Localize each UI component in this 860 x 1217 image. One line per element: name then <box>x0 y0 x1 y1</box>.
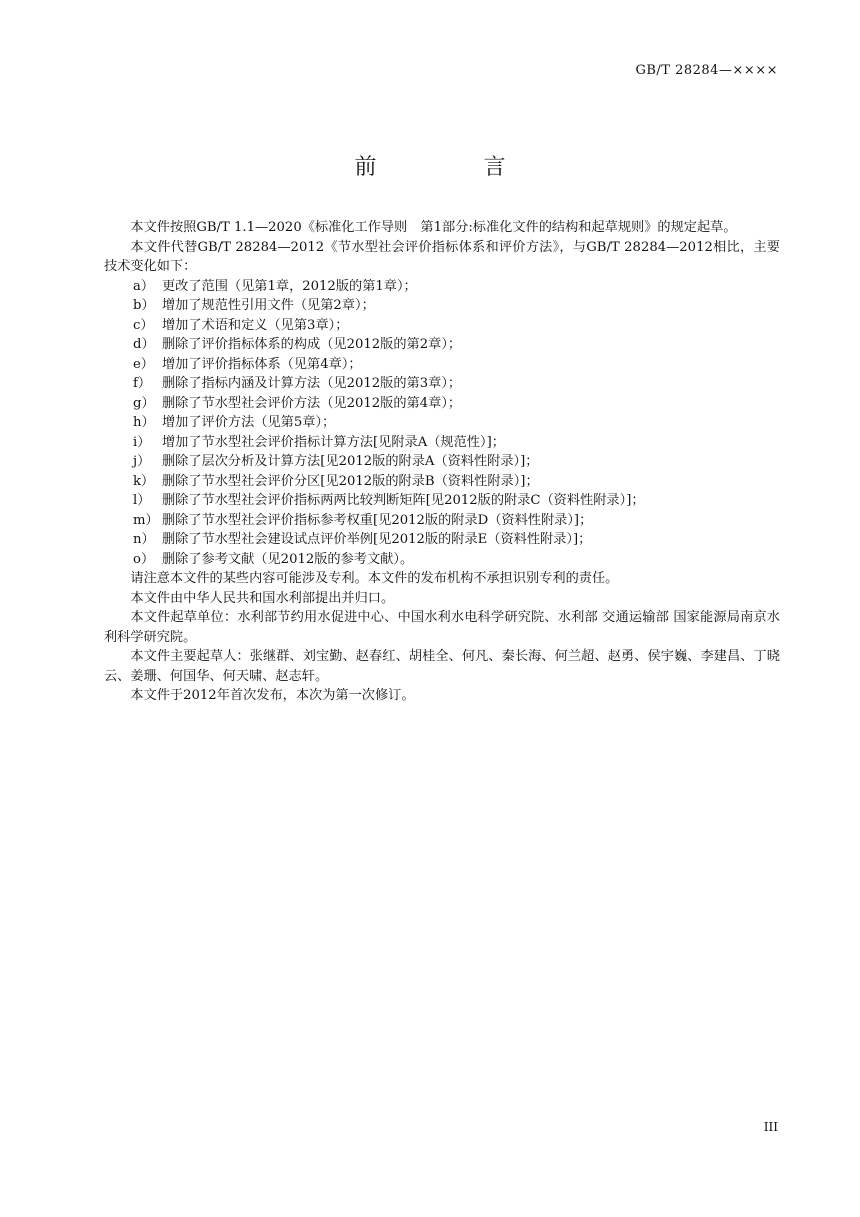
list-marker: k） <box>133 473 155 489</box>
list-marker: j） <box>133 454 151 469</box>
list-item-text: 删除了节水型社会评价指标参考权重[见2012版的附录D（资料性附录）]； <box>162 512 593 528</box>
list-item-text: 删除了层次分析及计算方法[见2012版的附录A（资料性附录）]； <box>162 454 539 469</box>
list-item <box>104 335 780 355</box>
technical-changes-list <box>104 277 780 570</box>
list-item <box>104 277 780 297</box>
paragraph-drafting-units: 本文件起草单位：水利部节约用水促进中心、中国水利水电科学研究院、水利部 交通运输部 国家能源局南京水利科学研究院。 <box>104 610 780 645</box>
list-item-text: 删除了节水型社会评价指标两两比较判断矩阵[见2012版的附录C（资料性附录）]； <box>162 493 645 508</box>
foreword-body <box>104 218 780 706</box>
list-item <box>104 433 780 453</box>
list-item <box>104 491 780 511</box>
list-item-text: 增加了节水型社会评价指标计算方法[见附录A（规范性）]； <box>162 434 505 450</box>
list-marker: n） <box>133 532 155 547</box>
list-item <box>104 452 780 472</box>
list-item <box>104 394 780 414</box>
list-item-text: 删除了参考文献（见2012版的参考文献）。 <box>162 551 414 567</box>
list-marker: f） <box>133 376 152 391</box>
paragraph-drafters: 本文件主要起草人：张继群、刘宝勤、赵春红、胡桂全、何凡、秦长海、何兰超、赵勇、侯宇巍、李建昌、丁晓云、姜珊、何国华、何天啸、赵志轩。 <box>104 649 780 684</box>
paragraph-replacement: 本文件代替GB/T 28284—2012《节水型社会评价指标体系和评价方法》，与GB/T 28284—2012相比，主要技术变化如下： <box>104 239 780 274</box>
list-item <box>104 355 780 375</box>
list-item-text: 增加了术语和定义（见第3章）； <box>162 317 349 333</box>
list-item-text: 增加了评价方法（见第5章）； <box>162 415 336 430</box>
list-marker: i） <box>133 434 151 450</box>
list-item-text: 删除了节水型社会建设试点评价举例[见2012版的附录E（资料性附录）]； <box>162 532 592 547</box>
list-item-text: 增加了评价指标体系（见第4章）； <box>162 356 362 372</box>
list-marker: a） <box>133 278 155 294</box>
list-marker: g） <box>133 395 155 411</box>
paragraph-patent-notice: 请注意本文件的某些内容可能涉及专利。本文件的发布机构不承担识别专利的责任。 <box>130 571 619 586</box>
list-item-text: 增加了规范性引用文件（见第2章）； <box>162 298 375 313</box>
paragraph-drafting-rules: 本文件按照GB/T 1.1—2020《标准化工作导则 第1部分:标准化文件的结构和起草规则》的规定起草。 <box>130 220 737 235</box>
list-item <box>104 530 780 550</box>
list-item-text: 删除了指标内涵及计算方法（见2012版的第3章）； <box>162 376 462 391</box>
list-item-text: 删除了节水型社会评价分区[见2012版的附录B（资料性附录）]； <box>162 473 539 489</box>
list-item <box>104 550 780 570</box>
list-item-text: 删除了节水型社会评价方法（见2012版的第4章）； <box>162 395 462 411</box>
list-marker: b） <box>133 298 155 313</box>
list-marker: e） <box>133 356 154 372</box>
list-item <box>104 374 780 394</box>
paragraph-proposer: 本文件由中华人民共和国水利部提出并归口。 <box>130 590 395 606</box>
list-marker: m） <box>133 512 159 528</box>
list-marker: h） <box>133 415 155 430</box>
list-marker: c） <box>133 317 154 333</box>
paragraph-publication-history: 本文件于2012年首次发布，本次为第一次修订。 <box>130 688 415 703</box>
list-item <box>104 472 780 492</box>
list-item-text: 更改了范围（见第1章，2012版的第1章）； <box>162 278 417 294</box>
list-item-text: 删除了评价指标体系的构成（见2012版的第2章）； <box>162 337 462 352</box>
list-marker: l） <box>133 493 151 508</box>
page-title: 前 言 <box>354 155 556 180</box>
list-marker: o） <box>133 551 155 567</box>
document-code: GB/T 28284—×××× <box>635 63 778 78</box>
list-item <box>104 296 780 316</box>
page-number: III <box>763 1120 778 1134</box>
list-marker: d） <box>133 337 155 352</box>
list-item <box>104 413 780 433</box>
list-item <box>104 316 780 336</box>
list-item <box>104 511 780 531</box>
